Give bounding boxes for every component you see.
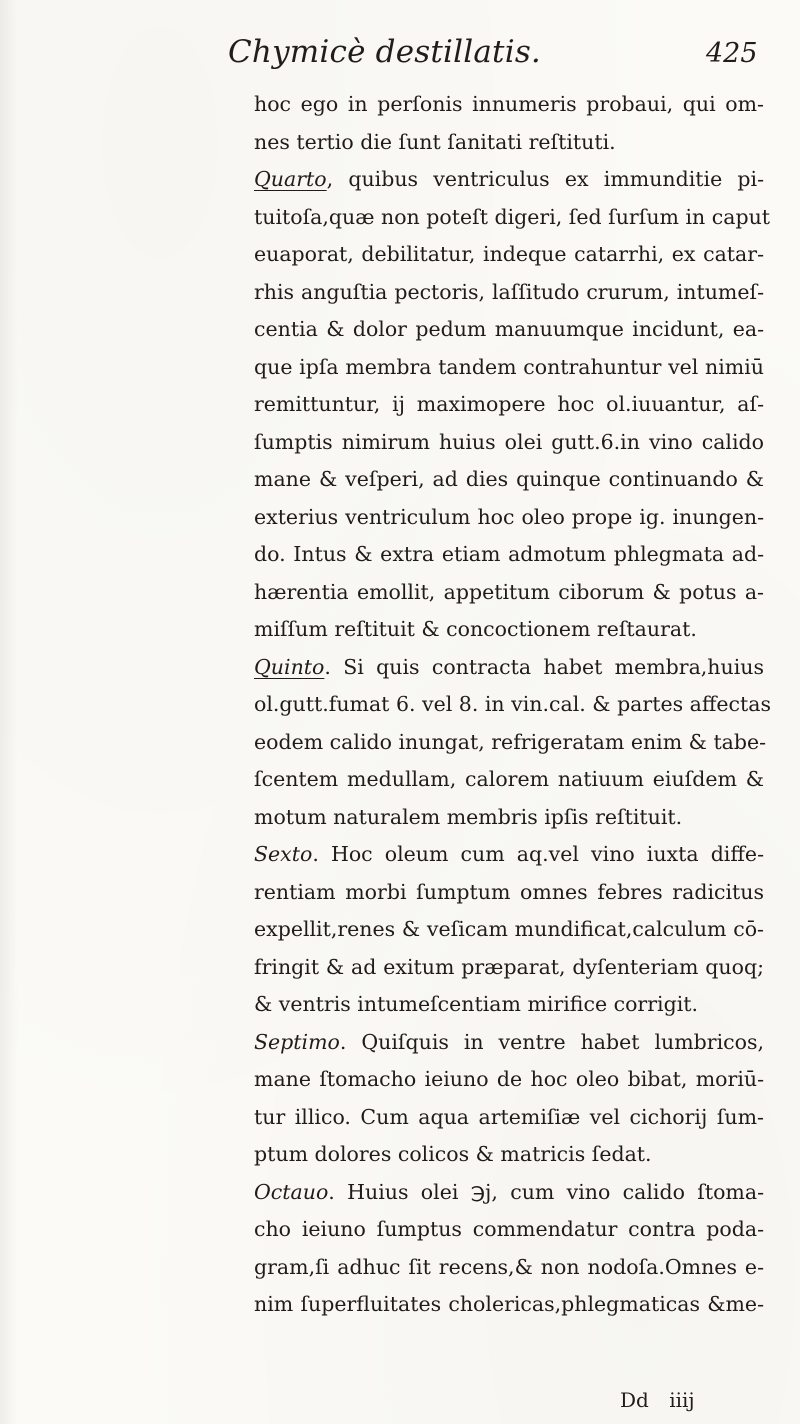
text-line xyxy=(254,949,764,987)
line-text: ſumptis nimirum huius olei gutt.6.in vino calido xyxy=(254,429,764,454)
line-text: fringit & ad exitum præparat, dyſenteriam quoq; xyxy=(254,954,764,979)
text-line xyxy=(254,686,771,724)
page-number: 425 xyxy=(706,38,758,69)
text-line xyxy=(254,311,764,349)
text-line xyxy=(254,274,764,312)
text-line xyxy=(254,1061,764,1099)
line-text: centia & dolor pedum manuumque incidunt, ea- xyxy=(254,317,764,341)
line-text: expellit,renes & veſicam mundificat,calculum cō- xyxy=(254,917,764,941)
text-line xyxy=(254,1024,764,1062)
line-text: . Huius olei ℈j, cum vino calido ſtoma- xyxy=(328,1179,764,1204)
line-text: que ipſa membra tandem contrahuntur vel nimiū xyxy=(254,354,764,379)
line-text: remittuntur, ij maximopere hoc ol.iuuantur, aſ- xyxy=(254,392,764,416)
page-header xyxy=(0,28,800,80)
line-text: & ventris intumeſcentiam mirifice corrigit. xyxy=(254,992,699,1016)
text-line xyxy=(254,874,764,912)
text-line xyxy=(254,1136,764,1174)
text-line xyxy=(254,386,764,424)
section-lead-word: Quinto xyxy=(254,654,325,679)
line-text: motum naturalem membris ipſis reſtituit. xyxy=(254,804,683,829)
text-line xyxy=(254,86,764,124)
text-line xyxy=(254,611,764,649)
line-text: eodem calido inungat, refrigeratam enim & tabe- xyxy=(254,729,767,754)
line-text: do. Intus & extra etiam admotum phlegmata ad- xyxy=(254,542,764,566)
line-text: nes tertio die ſunt ſanitati reſtituti. xyxy=(254,129,616,154)
body-text xyxy=(254,86,771,1324)
line-text: gram,ſi adhuc ſit recens,& non nodoſa.Omnes e- xyxy=(254,1254,764,1279)
line-text: . Hoc oleum cum aq.vel vino iuxta diffe- xyxy=(312,842,764,866)
line-text: hoc ego in perſonis innumeris probaui, qui om- xyxy=(254,92,764,116)
line-text: nim ſuperfluitates cholericas,phlegmaticas &me- xyxy=(254,1292,764,1316)
text-line xyxy=(254,986,764,1024)
line-text: ptum dolores colicos & matricis ſedat. xyxy=(254,1142,652,1166)
line-text: euaporat, debilitatur, indeque catarrhi, ex catar- xyxy=(254,242,764,266)
text-line xyxy=(254,836,764,874)
text-line xyxy=(254,461,764,499)
line-text: rhis anguſtia pectoris, laſſitudo crurum, intumeſ- xyxy=(254,279,764,304)
line-text: rentiam morbi ſumptum omnes febres radicitus xyxy=(254,879,764,904)
text-line xyxy=(254,499,764,537)
line-text: . Si quis contracta habet membra,huius xyxy=(324,654,764,679)
line-text: tuitoſa,quæ non poteſt digeri, ſed ſurſum in caput xyxy=(254,204,771,229)
text-line xyxy=(254,124,764,162)
text-line xyxy=(254,911,764,949)
line-text: miſſum reſtituit & concoctionem reſtaurat. xyxy=(254,617,697,641)
text-line xyxy=(254,349,764,387)
line-text: tur illico. Cum aqua artemiſiæ vel cichorij ſum- xyxy=(254,1104,764,1129)
running-title: Chymicè destillatis. xyxy=(228,34,541,70)
text-line xyxy=(254,1211,764,1249)
text-line xyxy=(254,724,767,762)
line-text: ol.gutt.fumat 6. vel 8. in vin.cal. & partes affectas xyxy=(254,692,771,716)
signature-mark: Dd iiij xyxy=(620,1388,695,1412)
page-gutter-shadow xyxy=(0,0,18,1424)
section-lead-word: Sexto xyxy=(254,842,313,866)
text-line xyxy=(254,799,764,837)
text-line xyxy=(254,574,764,612)
text-line xyxy=(254,1174,764,1212)
text-line xyxy=(254,1286,764,1324)
line-text: mane & veſperi, ad dies quinque continuando & xyxy=(254,467,764,491)
line-text: . Quiſquis in ventre habet lumbricos, xyxy=(339,1029,764,1054)
section-lead-word: Septimo xyxy=(254,1029,340,1054)
line-text: ſcentem medullam, calorem natiuum eiuſdem & xyxy=(254,767,764,791)
text-line xyxy=(254,424,764,462)
line-text: exterius ventriculum hoc oleo prope ig. inungen- xyxy=(254,504,764,529)
section-lead-word: Quarto xyxy=(254,167,327,191)
section-lead-word: Octauo xyxy=(254,1179,329,1204)
text-line xyxy=(254,161,764,199)
text-line xyxy=(254,199,771,237)
line-text: mane ſtomacho ieiuno de hoc oleo bibat, moriū- xyxy=(254,1067,764,1091)
text-line xyxy=(254,761,764,799)
text-line xyxy=(254,536,764,574)
text-line xyxy=(254,236,764,274)
line-text: cho ieiuno ſumptus commendatur contra poda- xyxy=(254,1217,764,1241)
line-text: , quibus ventriculus ex immunditie pi- xyxy=(326,167,764,191)
text-line xyxy=(254,1249,764,1287)
text-line xyxy=(254,1099,764,1137)
text-line xyxy=(254,649,764,687)
line-text: hærentia emollit, appetitum ciborum & potus a- xyxy=(254,579,764,604)
